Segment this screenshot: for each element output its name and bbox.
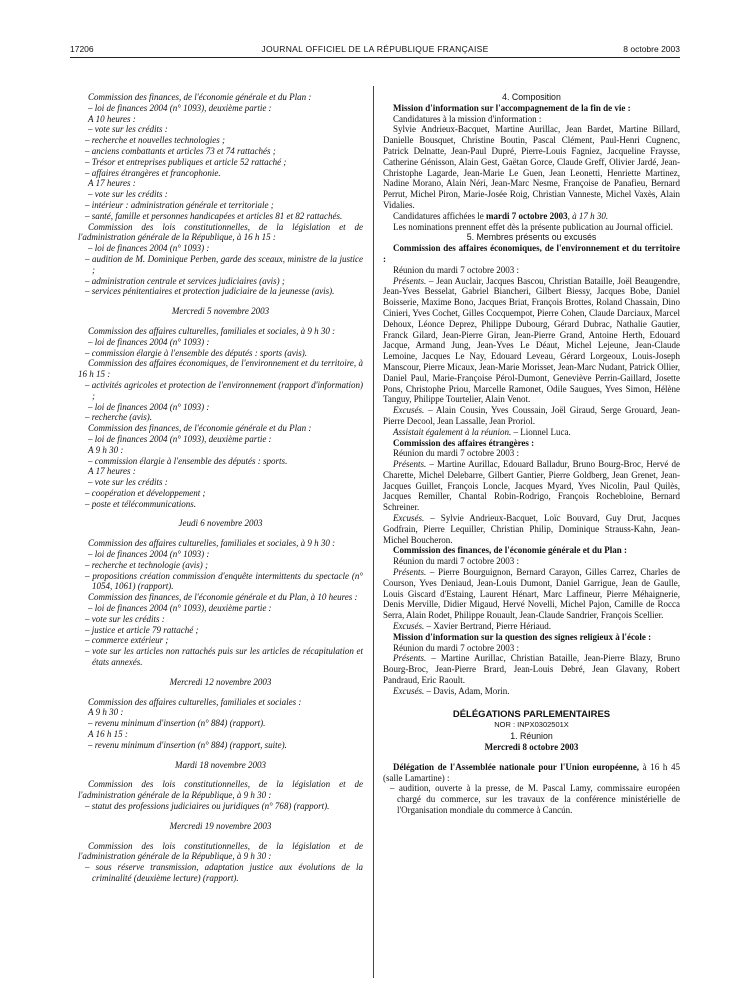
agenda-item: – commission élargie à l'ensemble des députés : sports (avis). [85, 347, 308, 358]
delegation-heading: Délégation de l'Assemblée nationale pour l'Union européenne, à 16 h 45 (salle Lamartine) : [383, 761, 680, 783]
committee-heading: Commission des finances, de l'économie générale et du Plan : [88, 92, 312, 102]
committee-heading: Commission des finances, de l'économie générale et du Plan : [88, 423, 312, 434]
agenda-line: – revenu minimum d'insertion (n° 884) (rapport, suite). [88, 739, 287, 750]
agenda-item: – audition de M. Dominique Perben, garde des sceaux, ministre de la justice ; [85, 253, 363, 275]
time-line: A 16 h 15 : [88, 729, 128, 740]
agenda-line: – loi de finances 2004 (n° 1093) : [88, 336, 210, 347]
date-heading: Mercredi 5 novembre 2003 [171, 306, 270, 317]
agenda-line: – loi de finances 2004 (n° 1093) : [88, 243, 210, 254]
time-line: A 17 heures : [88, 466, 136, 477]
excused-list: Excusés. – Davis, Adam, Morin. [393, 685, 510, 696]
agenda-item: – services pénitentiaires et protection judiciaire de la jeunesse (avis). [85, 286, 335, 297]
header-rule [70, 57, 680, 58]
date-heading: Mercredi 8 octobre 2003 [484, 742, 579, 753]
time-line: A 9 h 30 : [88, 707, 124, 718]
agenda-item: – administration centrale et services judiciaires (avis) ; [85, 275, 285, 286]
excused-list: Excusés. – Sylvie Andrieux-Bacquet, Loïc Bouvard, Guy Drut, Jacques Godfrain, Pierre Lequiller, Christian Philip, Dominique Strauss-Kahn, Jean-Michel Boucheron. [383, 513, 680, 545]
section-heading: 4. Composition [502, 92, 561, 102]
agenda-item: – statut des professions judiciaires ou juridiques (n° 768) (rapport). [85, 801, 330, 812]
section-heading: 1. Réunion [510, 731, 553, 742]
committee-heading: Commission des lois constitutionnelles, de la législation et de l'administration générale de la République, à 9 h 30 : [78, 840, 363, 862]
section-heading: 5. Membres présents ou excusés [466, 232, 597, 243]
meeting-line: Réunion du mardi 7 octobre 2003 : [393, 556, 519, 567]
agenda-item: – justice et article 79 rattaché ; [85, 624, 199, 635]
agenda-item: – activités agricoles et protection de l'environnement (rapport d'information) ; [85, 379, 363, 401]
issue-date: 8 octobre 2003 [623, 44, 680, 54]
committee-heading: Commission des affaires culturelles, familiales et sociales : [88, 696, 302, 707]
agenda-line: – vote sur les crédits : [88, 477, 168, 488]
agenda-item: – intérieur : administration générale et territoriale ; [85, 199, 274, 210]
time-line: A 10 heures : [88, 113, 136, 124]
journal-title: JOURNAL OFFICIEL DE LA RÉPUBLIQUE FRANÇAISE [261, 44, 489, 54]
agenda-item: – recherche et technologie (avis) ; [85, 559, 209, 570]
mission-heading: Mission d'information sur la question des signes religieux à l'école : [393, 631, 652, 642]
date-heading: Mercredi 12 novembre 2003 [169, 676, 272, 687]
agenda-item: – audition, ouverte à la presse, de M. Pascal Lamy, commissaire européen chargé du commerce, sur les travaux de la conférence ministérielle de l'Organisation mondiale du commerce à Cancún. [390, 783, 680, 815]
agenda-item: – anciens combattants et articles 73 et 74 rattachés ; [85, 145, 276, 156]
excused-list: Excusés. – Alain Cousin, Yves Coussain, Joël Giraud, Serge Grouard, Jean-Pierre Decool, Jean Lassalle, Jean Proriol. [383, 405, 680, 426]
committee-heading: Commission des affaires culturelles, familiales et sociales, à 9 h 30 : [88, 325, 336, 336]
date-heading: Jeudi 6 novembre 2003 [178, 518, 263, 529]
agenda-item: – propositions création commission d'enquête intermittents du spectacle (n° 1054, 1061) (rapport). [85, 570, 363, 592]
paragraph: Candidatures à la mission d'information : [393, 113, 542, 124]
agenda-item: – commerce extérieur ; [85, 635, 169, 646]
delegations-heading: DÉLÉGATIONS PARLEMENTAIRES [452, 708, 611, 720]
page-header [70, 44, 680, 58]
agenda-item: – sous réserve transmission, adaptation justice aux évolutions de la criminalité (deuxième lecture) (rapport). [85, 862, 363, 883]
time-line: A 17 heures : [88, 178, 136, 189]
date-heading: Mercredi 19 novembre 2003 [169, 820, 272, 831]
meeting-line: Réunion du mardi 7 octobre 2003 : [393, 642, 519, 653]
column-divider [373, 86, 374, 978]
agenda-line: – loi de finances 2004 (n° 1093), deuxième partie : [88, 603, 272, 614]
member-list: Sylvie Andrieux-Bacquet, Martine Aurillac, Jean Bardet, Martine Billard, Danielle Bousquet, Christine Boutin, Pascal Clément, Paul-Henri Cugnenc, Patrick Delnatte, Jean-Paul Dupré, Pierre-Louis Fagniez, Jacqueline Fraysse, Catherine Génisson, Alain Gest, Gaëtan Gorce, Claude Greff, Olivier Jardé, Jean-Christophe Lagarde, Jean-Marie Le Guen, Jean Leonetti, Henriette Martinez, Nadine Morano, Alain Néri, Jean-Marc Nesme, Françoise de Panafieu, Bernard Perrut, Michel Piron, Marie-Josée Roig, Christian Vanneste, Michel Vaxès, Alain Vidalies. [383, 124, 680, 210]
page-number: 17206 [70, 44, 94, 54]
time-line: A 9 h 30 : [88, 444, 124, 455]
attendance-list: Présents. – Pierre Bourguignon, Bernard Carayon, Gilles Carrez, Charles de Courson, Yves Deniaud, Jean-Louis Dumont, Daniel Garrigue, Jean de Gaulle, Louis Giscard d'Estaing, Laurent Hénart, Marc Laffineur, Pierre Méhaignerie, Denis Merville, Didier Migaud, Hervé Novelli, Michel Pajon, Camille de Rocca Serra, Alain Rodet, Philippe Rouault, Jean-Claude Sandrier, François Scellier. [383, 567, 680, 621]
agenda-line: – commission élargie à l'ensemble des députés : sports. [88, 455, 288, 466]
committee-heading: Commission des affaires étrangères : [393, 437, 535, 448]
agenda-line: – vote sur les crédits : [88, 124, 168, 135]
agenda-item: – coopération et développement ; [85, 487, 206, 498]
nor-reference: NOR : INPX0302501X [494, 720, 569, 730]
left-column [78, 92, 363, 884]
attendance-note: Assistait également à la réunion. – Lionnel Luca. [393, 426, 571, 437]
mission-heading: Mission d'information sur l'accompagnement de la fin de vie : [393, 102, 631, 113]
committee-heading: Commission des affaires économiques, de l'environnement et du territoire, à 16 h 15 : [78, 358, 363, 380]
attendance-list: Présents. – Jean Auclair, Jacques Bascou, Christian Bataille, Joël Beaugendre, Jean-Yves Besselat, Gabriel Biancheri, Gilbert Biessy, Jacques Bobe, Daniel Boisserie, Maxime Bono, Jacques Briat, François Brottes, Roland Chassain, Dino Cinieri, Yves Cochet, Gilles Cocquempot, Pierre Cohen, Claude Darciaux, Marcel Dehoux, Léonce Deprez, Philippe Dubourg, Gérard Dubrac, Nathalie Gautier, Franck Gilard, Jean-Pierre Giran, Jean-Pierre Grand, Antoine Herth, Edouard Jacque, Armand Jung, Jean-Yves Le Déaut, Michel Lejeune, Jean-Claude Lemoine, Jacques Le Nay, Edouard Leveau, Gérard Lorgeoux, Louis-Joseph Manscour, Pierre Micaux, Jean-Marie Morisset, Jean-Marc Nudant, Patrick Ollier, Daniel Paul, Marie-Françoise Pérol-Dumont, Geneviève Perrin-Gaillard, Josette Pons, Christophe Priou, Marcelle Ramonet, Odile Saugues, Yves Simon, Hélène Tanguy, Philippe Tourtelier, Alain Venot. [383, 275, 680, 405]
agenda-item: – Trésor et entreprises publiques et article 52 rattaché ; [85, 156, 287, 167]
agenda-item: – recherche (avis). [85, 412, 153, 423]
committee-heading: Commission des finances, de l'économie générale et du Plan, à 10 heures : [88, 592, 358, 603]
date-heading: Mardi 18 novembre 2003 [174, 759, 267, 770]
agenda-item: – vote sur les articles non rattachés puis sur les articles de récapitulation et états annexés. [85, 646, 363, 668]
attendance-list: Présents. – Martine Aurillac, Edouard Balladur, Bruno Bourg-Broc, Hervé de Charette, Michel Delebarre, Gilbert Gantier, Pierre Goldberg, Jean Grenet, Jean-Jacques Guillet, François Loncle, Jacques Myard, Yves Nicolin, Paul Quilès, Jacques Remiller, Chantal Robin-Rodrigo, François Rochebloine, Bernard Schreiner. [383, 459, 680, 513]
committee-heading: Commission des lois constitutionnelles, de la législation et de l'administration générale de la République, à 16 h 15 : [78, 221, 363, 243]
attendance-list: Présents. – Martine Aurillac, Christian Bataille, Jean-Pierre Blazy, Bruno Bourg-Broc, Jean-Pierre Brard, Jean-Louis Debré, Jean Glavany, Robert Pandraud, Eric Raoult. [383, 653, 680, 686]
agenda-item: – recherche et nouvelles technologies ; [85, 135, 226, 146]
paragraph: Candidatures affichées le mardi 7 octobre 2003, à 17 h 30. [393, 210, 609, 221]
agenda-line: – loi de finances 2004 (n° 1093), deuxième partie : [88, 102, 272, 113]
excused-list: Excusés. – Xavier Bertrand, Pierre Hériaud. [393, 621, 551, 632]
agenda-line: – revenu minimum d'insertion (n° 884) (rapport). [88, 718, 266, 729]
committee-heading: Commission des affaires économiques, de l'environnement et du territoire : [383, 243, 680, 264]
agenda-line: – loi de finances 2004 (n° 1093) : [88, 549, 210, 560]
meeting-line: Réunion du mardi 7 octobre 2003 : [393, 264, 519, 275]
agenda-line: – loi de finances 2004 (n° 1093) : [88, 401, 210, 412]
committee-heading: Commission des finances, de l'économie générale et du Plan : [393, 545, 627, 556]
agenda-line: – loi de finances 2004 (n° 1093), deuxième partie : [88, 433, 272, 444]
committee-heading: Commission des affaires culturelles, familiales et sociales, à 9 h 30 : [88, 538, 336, 549]
agenda-item: – vote sur les crédits : [85, 613, 165, 624]
meeting-line: Réunion du mardi 7 octobre 2003 : [393, 448, 519, 459]
agenda-item: – affaires étrangères et francophonie. [85, 167, 221, 178]
agenda-line: – vote sur les crédits : [88, 189, 168, 200]
agenda-item: – santé, famille et personnes handicapées et articles 81 et 82 rattachés. [85, 210, 343, 221]
committee-heading: Commission des lois constitutionnelles, de la législation et de l'administration générale de la République, à 9 h 30 : [78, 779, 363, 801]
agenda-item: – poste et télécommunications. [85, 498, 196, 509]
paragraph: Les nominations prennent effet dès la présente publication au Journal officiel. [393, 221, 673, 232]
right-column [383, 92, 680, 816]
